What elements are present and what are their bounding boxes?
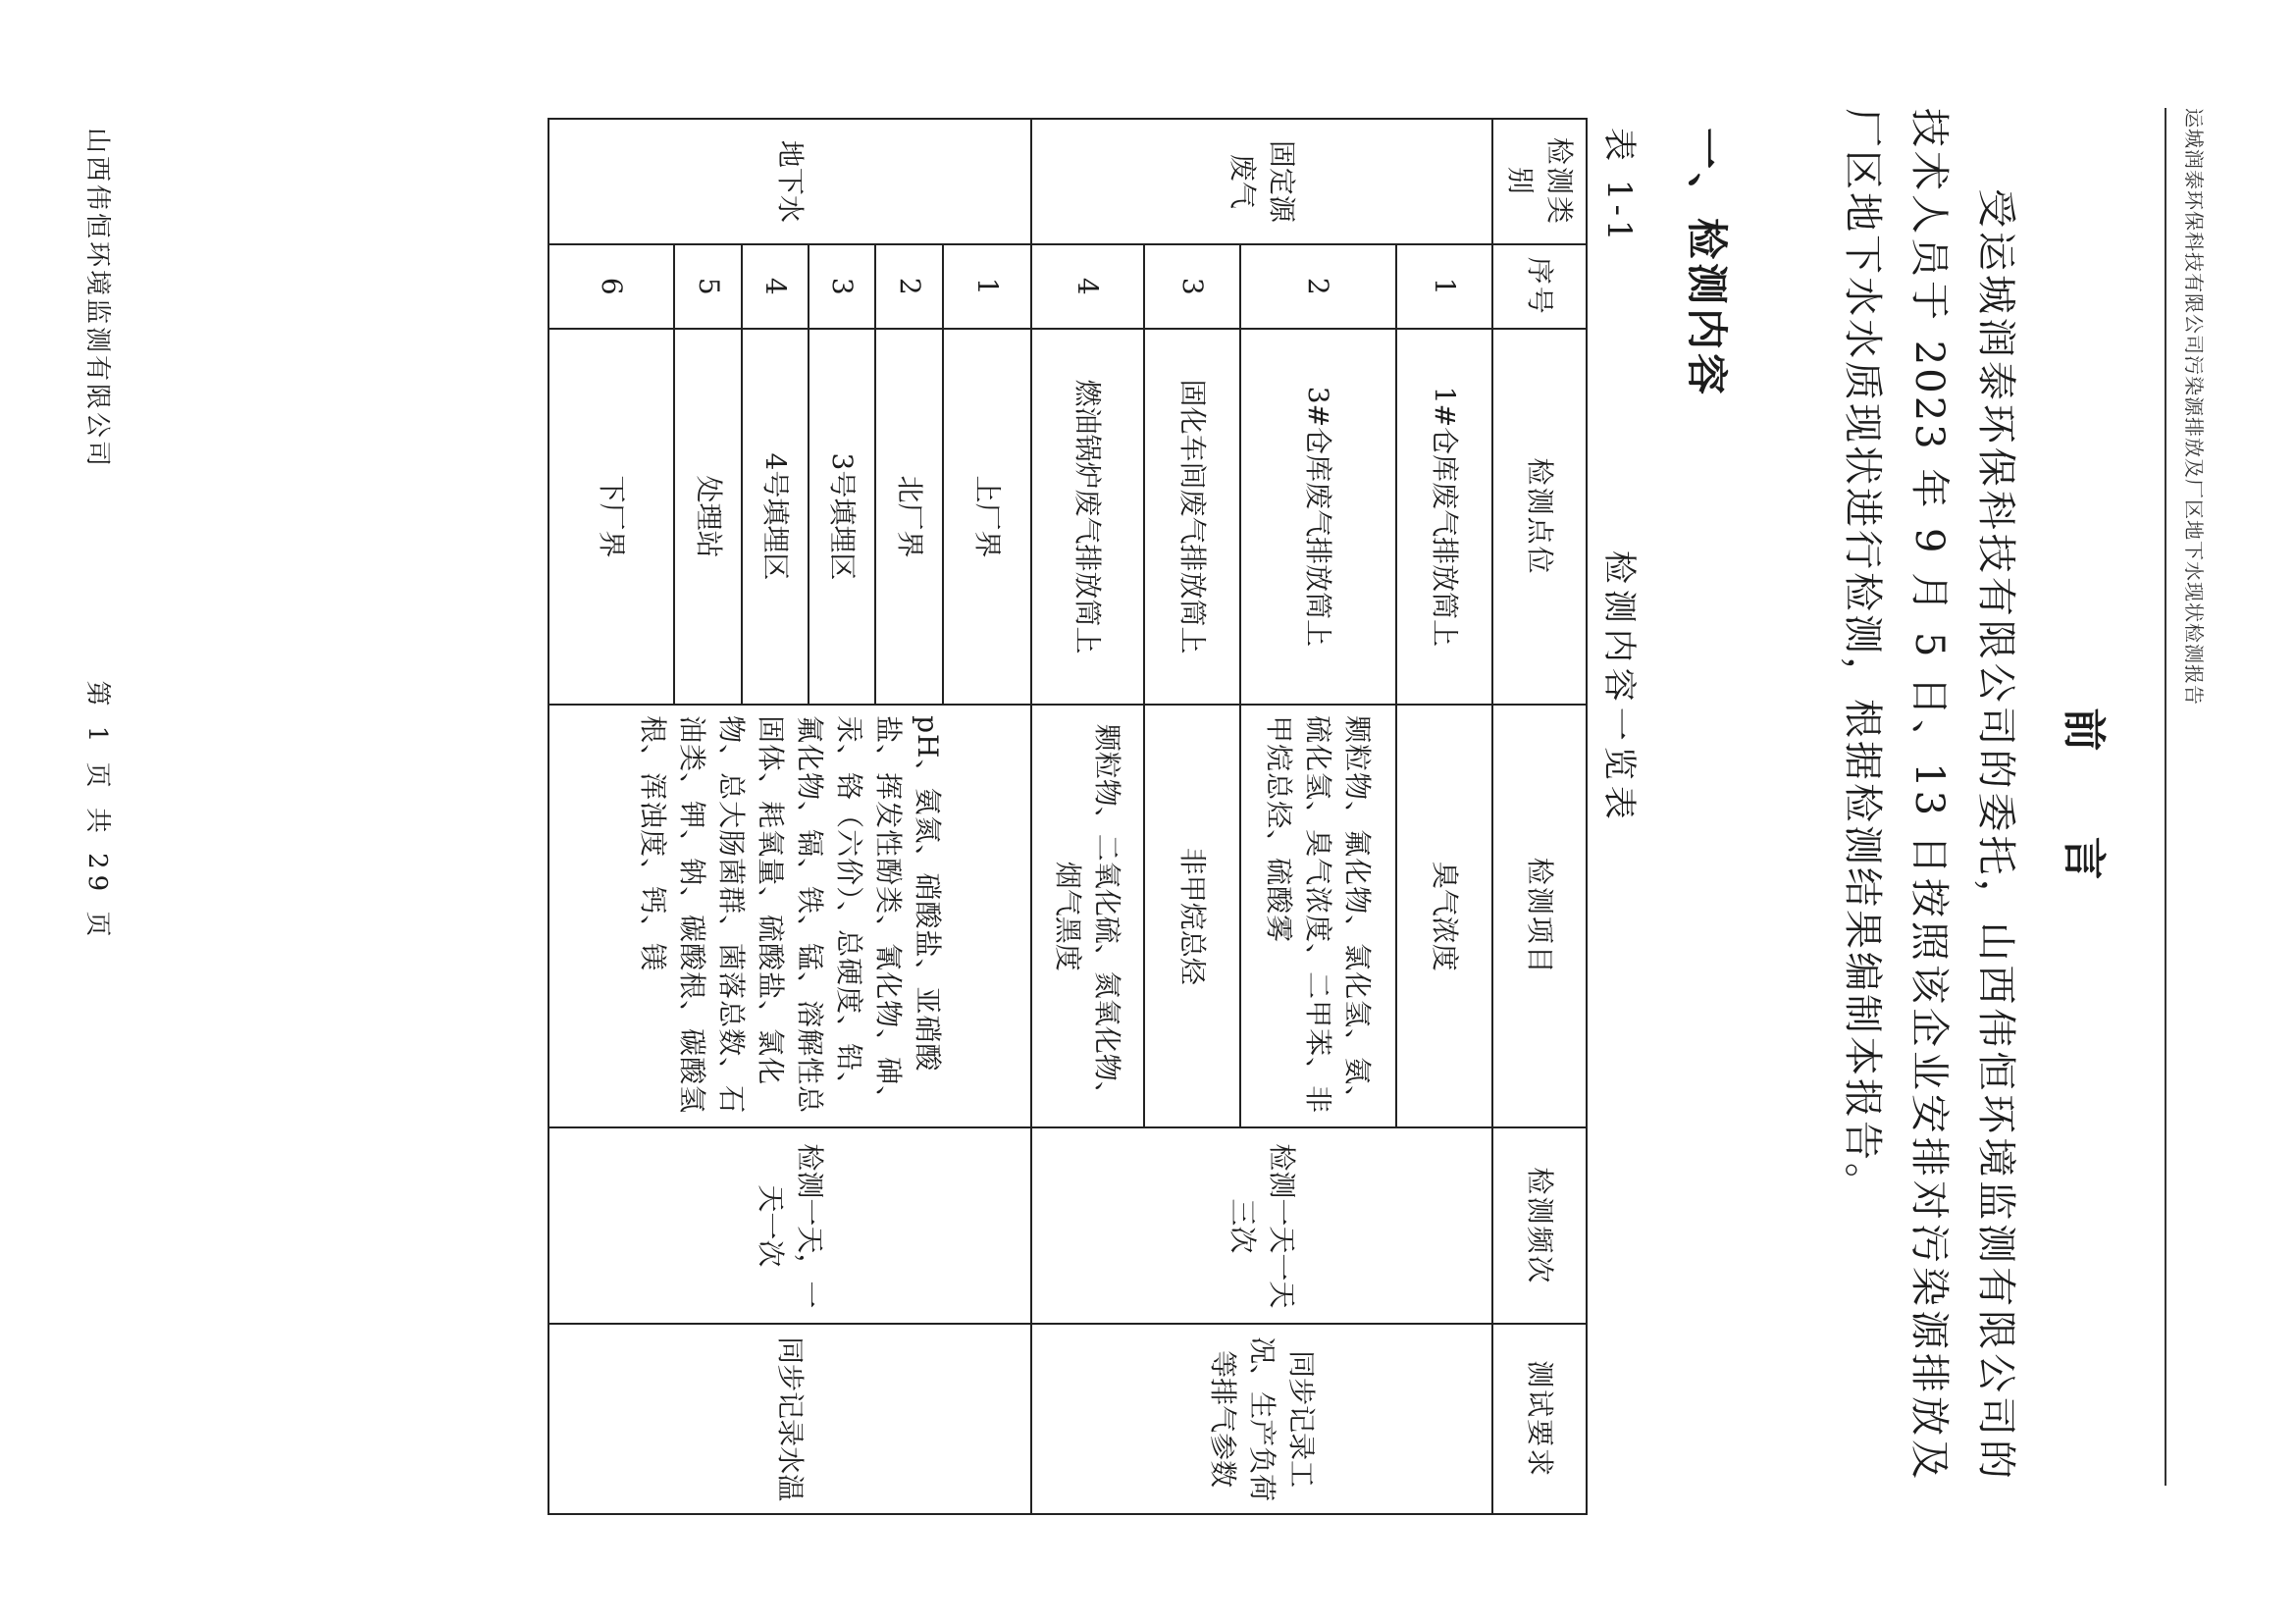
point-cell: 3#仓库废气排放筒上 (1240, 329, 1395, 705)
header-rule (2165, 108, 2166, 1486)
items-cell: 颗粒物、二氧化硫、氮氧化物、烟气黑度 (1031, 705, 1144, 1127)
row-number: 6 (548, 244, 674, 329)
frequency-cell: 检测一天，一天一次 (548, 1127, 1031, 1324)
category-cell: 固定源废气 (1031, 119, 1492, 244)
row-number: 3 (1144, 244, 1240, 329)
table-number: 表 1-1 (1599, 128, 1639, 245)
point-cell: 燃油锅炉废气排放筒上 (1031, 329, 1144, 705)
monitoring-content-table (548, 118, 1588, 1515)
point-cell: 3号填埋区 (809, 329, 875, 705)
table-title: 检测内容一览表 (1599, 550, 1639, 825)
point-cell: 下厂界 (548, 329, 674, 705)
items-cell: 臭气浓度 (1396, 705, 1492, 1127)
header-requirement: 测试要求 (1492, 1324, 1587, 1514)
row-number: 3 (809, 244, 875, 329)
items-cell: 非甲烷总烃 (1144, 705, 1240, 1127)
point-cell: 1#仓库废气排放筒上 (1396, 329, 1492, 705)
point-cell: 4号填埋区 (742, 329, 809, 705)
row-number: 4 (1031, 244, 1144, 329)
table-header-row (1492, 119, 1587, 1514)
table-row (943, 119, 1031, 1514)
header-no: 序号 (1492, 244, 1587, 329)
header-frequency: 检测频次 (1492, 1127, 1587, 1324)
row-number: 2 (875, 244, 942, 329)
section-heading: 一、检测内容 (1683, 128, 1731, 399)
preface-title: 前 言 (2059, 707, 2109, 916)
row-number: 2 (1240, 244, 1395, 329)
footer-company: 山西伟恒环境监测有限公司 (82, 128, 112, 470)
requirement-cell: 同步记录水温 (548, 1324, 1031, 1514)
row-number: 4 (742, 244, 809, 329)
items-cell: 颗粒物、氟化物、氯化氢、氨、硫化氢、臭气浓度、二甲苯、非甲烷总烃、硫酸雾 (1240, 705, 1395, 1127)
preface-paragraph: 受运城润泰环保科技有限公司的委托，山西伟恒环境监测有限公司的技术人员于 2023 年 9 月 5 日、13 日按照该企业安排对污染源排放及厂区地下水水质现状进行检测，根据检测结果编制本报告。 (1840, 108, 2018, 1482)
items-cell: pH、氨氮、硝酸盐、亚硝酸盐、挥发性酚类、氰化物、砷、汞、铬（六价）、总硬度、铅、氟化物、镉、铁、锰、溶解性总固体、耗氧量、硫酸盐、氯化物、总大肠菌群、菌落总数、石油类、钾、钠、碳酸根、碳酸氢根、浑浊度、钙、镁 (548, 705, 1031, 1127)
running-header: 运城润泰环保科技有限公司污染源排放及厂区地下水现状检测报告 (2182, 108, 2206, 706)
point-cell: 固化车间废气排放筒上 (1144, 329, 1240, 705)
header-items: 检测项目 (1492, 705, 1587, 1127)
requirement-cell: 同步记录工况、生产负荷等排气参数 (1031, 1324, 1492, 1514)
point-cell: 上厂界 (943, 329, 1031, 705)
row-number: 1 (1396, 244, 1492, 329)
category-cell: 地下水 (548, 119, 1031, 244)
footer-page-number: 第 1 页 共 29 页 (82, 680, 112, 943)
table-caption (1598, 128, 1646, 1374)
point-cell: 北厂界 (875, 329, 942, 705)
row-number: 1 (943, 244, 1031, 329)
row-number: 5 (674, 244, 741, 329)
header-category: 检测类别 (1492, 119, 1587, 244)
point-cell: 处理站 (674, 329, 741, 705)
header-point: 检测点位 (1492, 329, 1587, 705)
table-row (1396, 119, 1492, 1514)
frequency-cell: 检测一天一天三次 (1031, 1127, 1492, 1324)
